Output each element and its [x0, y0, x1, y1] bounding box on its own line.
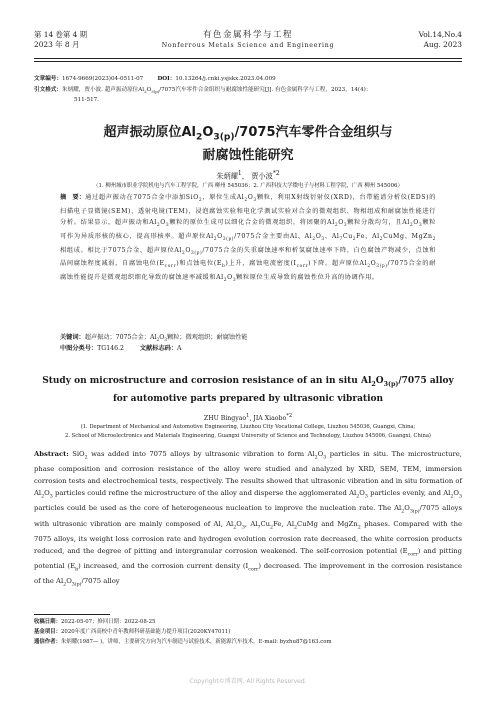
- abstract-sub: 2: [401, 509, 405, 515]
- keywords-text: 颗粒；微观组织；耐腐蚀性能: [167, 334, 248, 341]
- received-label: 收稿日期：: [34, 619, 61, 625]
- abstract-sub: 2: [312, 236, 316, 242]
- abstract-sub: 3(p): [191, 250, 203, 256]
- received-dates: 2022-05-07；修回日期：2022-08-25: [60, 619, 156, 625]
- abstract-text: , Al: [244, 519, 258, 528]
- clc-label: 中图分类号：: [60, 345, 98, 352]
- abstract-sub: 2: [367, 264, 371, 270]
- abstract-text: Zn: [348, 519, 358, 528]
- author-2-affil: *2: [272, 170, 280, 177]
- citation-text: O: [146, 87, 152, 93]
- author-1-affil: 1: [246, 413, 250, 419]
- abstract-sub: 2: [223, 278, 228, 284]
- doi-label: DOI：: [157, 76, 176, 82]
- abstract-sub: 2: [357, 524, 361, 530]
- abstract-text: ) and pitting potential (E: [34, 546, 462, 571]
- abstract-text: O: [413, 218, 419, 226]
- citation-text: 朱炳耀，贾小波. 超声振动原位Al: [61, 87, 145, 93]
- footnote-received: [34, 618, 462, 627]
- abstract-cn: [60, 193, 436, 287]
- title-sub: 3(p): [383, 380, 399, 388]
- abstract-text: O: [317, 450, 324, 458]
- abstract-text: Cu: [342, 232, 353, 240]
- clc-number: TG146.2: [97, 345, 124, 352]
- article-no: 1674-9669(2023)04-0511-07: [61, 76, 144, 82]
- author-1-en: ZHU Bingyao: [203, 415, 247, 423]
- abstract-text: O: [453, 489, 459, 498]
- corresponding-text: 朱炳耀(1987— )，讲师，主要研究方向为汽车制造与试验技术，新能源汽车技术。E-mail: byzhu87@163.com: [60, 639, 332, 645]
- abstract-text: Fe、Al: [356, 232, 380, 240]
- abstract-sub: 2: [198, 198, 203, 204]
- abstract-text: O: [227, 274, 233, 282]
- author-1: 朱炳耀: [216, 171, 238, 181]
- page-header: [34, 30, 462, 58]
- article-no-label: 文章编号：: [34, 76, 62, 82]
- abstract-sub: 3: [253, 198, 257, 204]
- abstract-text: O: [66, 577, 72, 586]
- title-text: /7075汽车零件合金组织与: [234, 125, 393, 140]
- abstract-text: O: [160, 218, 166, 226]
- abstract-text: O: [359, 489, 365, 498]
- abstract-text: 通过超声振动在7075合金中添加SiO: [85, 194, 199, 201]
- title-sub: 2: [196, 132, 203, 143]
- abstract-text: ) increased, and the corrosion current density (I: [78, 562, 249, 571]
- volume-line: 第 14 卷第 4 期: [34, 30, 88, 39]
- abstract-text: 、Al: [324, 232, 340, 240]
- funding-text: 2020年度广西高校中青年教师科研基础能力提升项目(2020KY47011): [60, 629, 231, 635]
- abstract-sub: corr: [407, 552, 418, 558]
- abstract-sub: 3(p): [376, 264, 388, 270]
- abstract-sub: 2: [334, 222, 339, 228]
- abstract-sub: 3: [343, 222, 348, 228]
- title-text: Study on microstructure and corrosion resistance of an in situ Al: [42, 376, 372, 386]
- abstract-text: /7075 alloys with ultrasonic vibration are mainly composed of Al, Al: [34, 504, 462, 528]
- abstract-sub: 7: [257, 524, 261, 530]
- classification-cn: [60, 344, 436, 354]
- footnote-rule: [34, 614, 110, 615]
- abstract-sub: 2: [63, 582, 67, 588]
- title-cn-line2: 耐腐蚀性能研究: [202, 147, 294, 163]
- abstract-text: 颗粒的原位生成可以细化合金的微观组织，将团聚的Al: [169, 218, 335, 226]
- abstract-text: ) decreased. The improvement in the corrosion resistance of the Al: [34, 562, 462, 586]
- copyright-watermark: Copyright©博看网. All Rights Reserved.: [189, 678, 307, 685]
- abstract-text: O: [315, 232, 322, 240]
- title-en-line2: for automotive parts prepared by ultrasonic vibration: [112, 393, 384, 404]
- abstract-sub: 3: [418, 222, 423, 228]
- author-sep: ，: [241, 171, 252, 181]
- keywords-text: 超声振动；7075合金；Al: [84, 334, 157, 341]
- abstract-sub: corr: [248, 567, 259, 573]
- abstract-sub: 2: [233, 524, 237, 530]
- abstract-sub: 3: [323, 455, 327, 461]
- keywords-sub: 3: [164, 338, 168, 344]
- abstract-text: /7075合金主要由Al、Al: [234, 232, 313, 240]
- abstract-sub: 2: [213, 236, 218, 242]
- header-rule-thick: [34, 58, 462, 59]
- abstract-text: SiO: [68, 450, 85, 458]
- abstract-sub: 3: [232, 278, 237, 284]
- author-2: 贾小波: [251, 171, 273, 181]
- citation-sub: 2: [144, 89, 147, 95]
- abstract-cn-label: 摘 要：: [60, 194, 86, 201]
- abstract-sub: 2: [450, 494, 454, 500]
- abstract-sub: 2: [314, 455, 318, 461]
- journal-name: [34, 30, 462, 50]
- abstract-sub: 2: [156, 222, 161, 228]
- abstract-sub: 2: [409, 222, 414, 228]
- abstract-text: /7075合金的耐腐蚀性能提升是微观组织细化导致的腐蚀速率减缓和Al: [60, 260, 436, 282]
- abstract-text: O: [404, 504, 410, 513]
- vol-no-line: Vol.14,No.4: [418, 30, 462, 39]
- footnote-corresponding: [34, 638, 462, 647]
- abstract-sub: 3(p): [71, 582, 82, 588]
- abstract-sub: 3(p): [222, 236, 235, 242]
- abstract-sub: 3: [364, 494, 368, 500]
- abstract-text: particles evenly, and Al: [367, 489, 451, 498]
- author-sep: ,: [249, 415, 254, 423]
- abstract-sub: 3: [458, 494, 462, 500]
- abstract-text: ，原位生成Al: [202, 194, 245, 201]
- abstract-sub: 3(p): [409, 509, 420, 515]
- abstract-text: particles in situ. The microstructure, phase composition and corrosion resistance of the alloy were studied and analyzed by XRD, SEM, TEM, immersion corrosion tests and electrochemical tests, respectively. The results showed that ultrasonic vibration and in situ formation of Al: [34, 450, 462, 498]
- author-2-affil: *2: [286, 413, 293, 419]
- author-1-affil: 1: [237, 170, 242, 177]
- abstract-sub: 2: [356, 494, 360, 500]
- abstract-text: 颗粒可作为异质形核的核心，提高形核率。超声原位Al: [60, 218, 436, 240]
- abstract-text: O: [217, 232, 223, 240]
- abstract-sub: 2: [270, 524, 274, 530]
- doi: 10.13264/j.cnki.ysjskx.2023.04.009: [175, 76, 276, 82]
- doc-code-label: 文献标志码：: [139, 345, 178, 352]
- affiliation-cn: （1. 柳州城市职业学院机电与汽车工程学院，广西 柳州 545036；2. 广西科技大学微电子与材料工程学院，广西 柳州 545006）: [93, 183, 403, 189]
- abstract-sub: 2: [432, 236, 436, 242]
- abstract-text: particles could refine the microstructure of the alloy and disperse the agglomerated Al: [52, 489, 357, 498]
- title-text: /7075 alloy: [398, 376, 454, 386]
- title-en-line1: [34, 374, 462, 392]
- abstract-sub: 3: [241, 524, 245, 530]
- authors-en: [34, 413, 462, 422]
- abstract-text: phases. Compared with the 7075 alloys, its weight loss corrosion rate and hydrogen evolution corrosion rate decreased, the white corrosion products reduced, and the degree of pitting and intergranular corrosion weakened. The self-corrosion potential (E: [34, 519, 463, 555]
- header-rule-thin: [34, 61, 462, 62]
- abstract-text: CuMg、MgZn: [383, 232, 433, 240]
- title-cn: [34, 124, 462, 165]
- abstract-text: O: [338, 218, 344, 226]
- keywords-cn-label: 关键词：: [60, 334, 85, 341]
- abstract-text: O: [44, 489, 50, 498]
- author-2-en: JIA Xiaobo: [253, 415, 287, 423]
- corresponding-label: 通信作者：: [34, 639, 61, 645]
- title-sub: 3(p): [213, 132, 235, 143]
- abstract-sub: 3: [49, 494, 53, 500]
- citation-text: /7075汽车零件合金组织与耐腐蚀性能研究[J]. 有色金属科学与工程，2023，14(4)：: [159, 87, 372, 93]
- abstract-text: )下降。超声原位Al: [308, 260, 368, 268]
- title-text: O: [375, 376, 384, 386]
- citation-format: [34, 86, 462, 105]
- journal-name-en: Nonferrous Metals Science and Engineering: [161, 42, 335, 49]
- abstract-en: [34, 449, 462, 592]
- affiliation-en-line1: (1. Department of Mechanical and Automotive Engineering, Liuzhou City Vocational College, Liuzhou 545036, Guangxi, China;: [80, 424, 416, 430]
- abstract-sub: 7: [339, 236, 343, 242]
- doc-code: A: [177, 345, 182, 352]
- keywords-text: O: [159, 334, 165, 341]
- abstract-sub: 3: [165, 222, 170, 228]
- abstract-text: was added into 7075 alloys by ultrasonic vibration to form Al: [87, 450, 315, 458]
- abstract-text: O: [236, 519, 242, 528]
- abstract-text: O: [370, 260, 377, 268]
- abstract-text: 颗粒分散均匀，且Al: [347, 218, 410, 226]
- abstract-sub: 2: [41, 494, 45, 500]
- abstract-sub: 2: [379, 236, 384, 242]
- abstract-text: particles could be used as the core of heterogeneous nucleation to improve the nucleation rate. The Al: [34, 504, 402, 513]
- funding-label: 基金项目：: [34, 629, 61, 635]
- abstract-text: 颗粒原位生成导致的腐蚀性位升高的协调作用。: [236, 274, 379, 282]
- abstract-sub: 2: [352, 236, 357, 242]
- citation-pages: 511-517.: [74, 97, 100, 104]
- authors-cn: [34, 170, 462, 181]
- abstract-text: )上升，腐蚀电流密度(I: [225, 260, 297, 268]
- abstract-sub: corr: [164, 264, 177, 270]
- date-line: 2023 年 8 月: [34, 40, 80, 49]
- abstract-text: /7075 alloy: [81, 577, 120, 586]
- abstract-sub: 2: [84, 455, 88, 461]
- title-text: 超声振动原位Al: [103, 125, 197, 140]
- journal-name-cn: 有色金属科学与工程: [202, 30, 293, 40]
- abstract-text: O: [247, 194, 254, 201]
- abstract-sub: b: [221, 264, 226, 270]
- abstract-text: Cu: [260, 519, 271, 528]
- abstract-text: /7075合金的失重腐蚀速率和析氢腐蚀速率下降，白色腐蚀产物减少，点蚀和晶间腐蚀程度减弱，自腐蚀电位(E: [60, 246, 436, 268]
- abstract-text: )和点蚀电位(E: [176, 260, 222, 268]
- abstract-sub: corr: [296, 264, 309, 270]
- abstract-text: 相组成。相比于7075合金，超声原位Al: [60, 246, 182, 254]
- abstract-en-label: Abstract:: [34, 450, 69, 458]
- volume-issue-en: [419, 30, 462, 50]
- footnote-funding: [34, 628, 462, 637]
- article-meta: [34, 75, 462, 84]
- abstract-sub: 2: [244, 198, 248, 204]
- affiliation-en: [34, 423, 462, 441]
- abstract-sub: 2: [181, 250, 186, 256]
- title-cn-line1: [34, 124, 462, 147]
- abstract-sub: b: [75, 567, 79, 573]
- abstract-text: O: [185, 246, 192, 254]
- citation-sub: 3(p): [151, 89, 160, 95]
- citation-label: 引文格式：: [34, 87, 62, 93]
- affiliation-en-line2: 2. School of Microelectronics and Materials Engineering, Guangxi University of Science and Technology, Liuzhou 545006, Guangxi, China): [65, 433, 431, 439]
- abstract-sub: 3: [321, 236, 325, 242]
- abstract-text: CuMg and Mg: [297, 519, 349, 528]
- month-year-line: Aug. 2023: [423, 40, 462, 49]
- title-text: O: [202, 125, 214, 140]
- abstract-text: 颗粒，利用X射线衍射仪(XRD)，台带能谱分析仪(EDS)的扫描电子显微镜(SEM)，透射电镜(TEM)，浸泡腐蚀实验和电化学测试实验对合金的微观组织、物相组成和耐腐蚀性能进行分析。结果显示，超声振动和Al: [60, 194, 437, 226]
- keywords-sub: 2: [156, 338, 160, 344]
- abstract-text: Fe, Al: [273, 519, 294, 528]
- title-en: [34, 374, 462, 406]
- title-sub: 2: [371, 380, 376, 388]
- abstract-sub: 2: [294, 524, 298, 530]
